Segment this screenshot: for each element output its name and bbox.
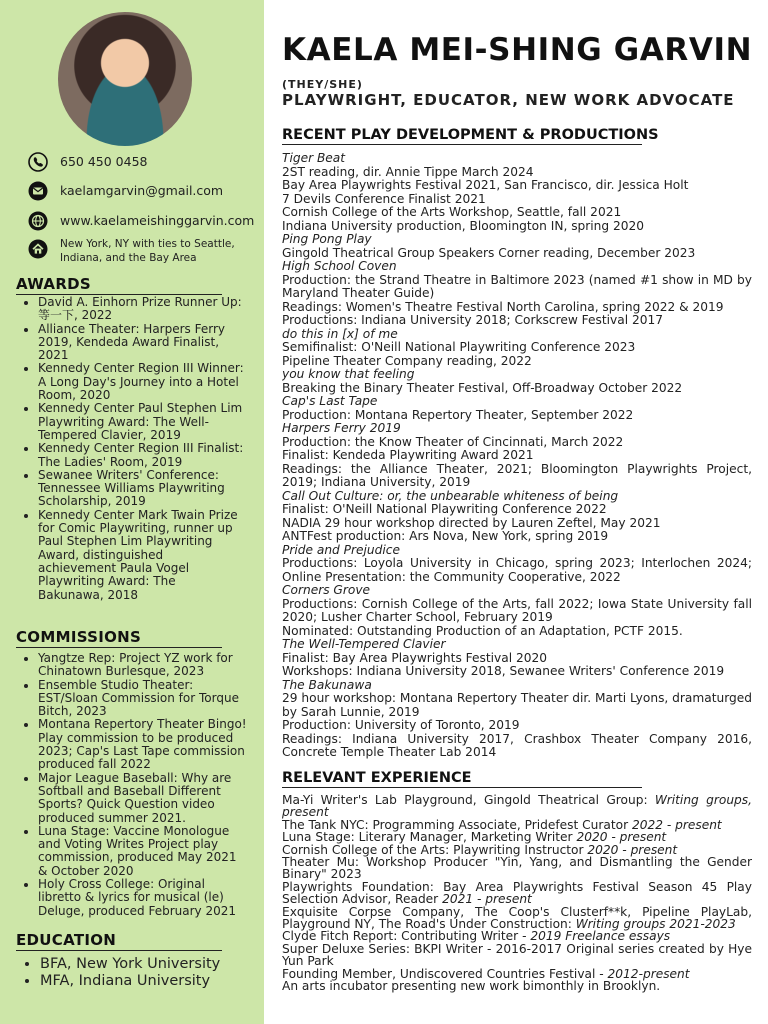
list-item: Production: the Know Theater of Cincinnati, March 2022 (282, 435, 624, 449)
experience-org: Ma-Yi Writer's Lab Playground, Gingold Theatrical Group: (282, 793, 655, 807)
experience-list (282, 794, 752, 993)
role-title: PLAYWRIGHT, EDUCATOR, NEW WORK ADVOCATE (282, 91, 735, 109)
list-item: • Ensemble Studio Theater: EST/Sloan Commission for Torque Bitch, 2023 (38, 679, 248, 719)
experience-role: Writing groups, present (282, 793, 753, 820)
list-item: Gingold Theatrical Group Speakers Corner reading, December 2023 (282, 246, 696, 260)
list-item: • Sewanee Writers' Conference: Tennessee Williams Playwriting Scholarship, 2019 (38, 469, 244, 509)
play-title: you know that feeling (282, 368, 415, 381)
list-item: Breaking the Binary Theater Festival, Off-Broadway October 2022 (282, 381, 683, 395)
list-item: Productions: Indiana University 2018; Corkscrew Festival 2017 (282, 314, 663, 327)
list-item: Readings: Women's Theatre Festival North Carolina, spring 2022 & 2019 (282, 300, 724, 314)
list-item: Production: the Strand Theatre in Baltimore 2023 (named #1 show in MD by Maryland Theater Guide) (282, 273, 752, 300)
play-title: Tiger Beat (282, 152, 346, 165)
play-title: Cap's Last Tape (282, 395, 378, 408)
experience-org: Luna Stage: Literary Manager, Marketing Writer (282, 830, 577, 845)
play-title: Harpers Ferry 2019 (282, 422, 401, 435)
list-item: Production: University of Toronto, 2019 (282, 719, 520, 732)
experience-role: 2020 - present (576, 830, 667, 845)
globe-icon (28, 211, 48, 231)
list-item: Finalist: O'Neill National Playwriting Conference 2022 (282, 503, 607, 516)
list-item: Indiana University production, Bloomington IN, spring 2020 (282, 219, 645, 233)
experience-role: 2012-present (607, 966, 690, 981)
experience-org: The Tank NYC: Programming Associate, Pridefest Curator (282, 817, 632, 832)
list-item: Semifinalist: O'Neill National Playwriting Conference 2023 (282, 341, 636, 354)
awards-list (16, 296, 244, 602)
experience-role: 2016-2017 Original series created by Hye Yun Park (282, 941, 752, 969)
experience-role: 2020 - present (587, 842, 678, 857)
email-address[interactable]: kaelamgarvin@gmail.com (60, 183, 224, 198)
list-item (282, 794, 752, 819)
experience-role: "Yin, Yang, and Dismantling the Gender Binary" 2023 (282, 855, 753, 882)
list-item: ANTFest production: Ars Nova, New York, spring 2019 (282, 530, 609, 543)
experience-role: An arts incubator presenting new work bimonthly in Brooklyn. (282, 979, 661, 994)
list-item: • David A. Einhorn Prize Runner Up: 等一下, 2022 (38, 296, 244, 323)
list-item: 7 Devils Conference Finalist 2021 (282, 192, 486, 206)
list-item: • Luna Stage: Vaccine Monologue and Voting Writes Project play commission, produced May 2021 & October 2020 (38, 825, 248, 878)
experience-heading: RELEVANT EXPERIENCE (282, 770, 642, 788)
location-text: New York, NY with ties to Seattle, Indiana, and the Bay Area (60, 238, 235, 264)
email-icon (28, 181, 48, 201)
experience-role: 2021 - present (442, 892, 532, 907)
profile-photo (58, 12, 192, 146)
sidebar (0, 0, 264, 1024)
education-list (16, 956, 260, 990)
play-title: Pride and Prejudice (282, 543, 400, 557)
commissions-list (16, 652, 248, 918)
list-item: Bay Area Playwrights Festival 2021, San Francisco, dir. Jessica Holt (282, 179, 689, 192)
list-item: • Kennedy Center Mark Twain Prize for Comic Playwriting, runner up Paul Stephen Lim Playwriting Award, distinguished achievement Paula Vogel Playwriting Award: The Bakunawa, 2018 (38, 509, 244, 602)
list-item: Production: Montana Repertory Theater, September 2022 (282, 408, 634, 422)
play-title: Ping Pong Play (282, 233, 372, 246)
experience-org: Cornish College of the Arts: Playwriting Instructor (282, 842, 588, 857)
list-item (282, 943, 752, 968)
play-title: Corners Grove (282, 584, 371, 597)
productions-list (282, 152, 752, 760)
list-item: Readings: Indiana University 2017, Crashbox Theater Company 2016, Concrete Temple Theater Lab 2014 (282, 732, 752, 759)
list-item: • Holy Cross College: Original libretto & lyrics for musical (le) Deluge, produced February 2021 (38, 878, 248, 918)
list-item: • Kennedy Center Region III Winner: A Long Day's Journey into a Hotel Room, 2020 (38, 362, 244, 402)
play-title: The Bakunawa (282, 678, 372, 692)
list-item: • Kennedy Center Paul Stephen Lim Playwriting Award: The Well-Tempered Clavier, 2019 (38, 402, 244, 442)
phone-number: 650 450 0458 (60, 154, 148, 169)
awards-heading: AWARDS (16, 275, 222, 295)
experience-org: Super Deluxe Series: BKPI Writer - (282, 941, 496, 956)
pronouns: (THEY/SHE) (282, 78, 363, 91)
list-item (282, 980, 752, 992)
list-item: Productions: Loyola University in Chicago, spring 2023; Interlochen 2024; Online Presentation: the Community Cooperative, 2022 (282, 557, 752, 584)
list-item: Readings: the Alliance Theater, 2021; Bloomington Playwrights Project, 2019; Indiana University, 2019 (282, 462, 752, 489)
list-item: Cornish College of the Arts Workshop, Seattle, fall 2021 (282, 206, 622, 219)
play-title: High School Coven (282, 260, 397, 273)
experience-org: Clyde Fitch Report: Contributing Writer - (282, 929, 531, 944)
education-heading: EDUCATION (16, 931, 222, 951)
experience-org: Exquisite Corpse Company, The Coop's Clusterf**k, Pipeline PlayLab, Playground NY, The Road's Under Construction: (282, 904, 752, 932)
list-item: 2ST reading, dir. Annie Tippe March 2024 (282, 165, 534, 179)
page-title: KAELA MEI-SHING GARVIN (282, 32, 753, 68)
list-item: Pipeline Theater Company reading, 2022 (282, 354, 532, 368)
list-item: Nominated: Outstanding Production of an Adaptation, PCTF 2015. (282, 624, 683, 638)
list-item: Productions: Cornish College of the Arts, fall 2022; Iowa State University fall 2020; Lusher Charter School, February 2019 (282, 597, 752, 624)
list-item: Workshops: Indiana University 2018, Sewanee Writers' Conference 2019 (282, 665, 725, 678)
home-icon (28, 239, 48, 259)
experience-org: Founding Member, Undiscovered Countries Festival - (282, 966, 608, 981)
phone-icon (28, 152, 48, 172)
experience-org: Playwrights Foundation: Bay Area Playwrights Festival Season 45 Play Selection Advisor, Reader (282, 879, 752, 907)
list-item: 29 hour workshop: Montana Repertory Theater dir. Marti Lyons, dramaturged by Sarah Lunnie, 2019 (282, 692, 752, 719)
productions-heading: RECENT PLAY DEVELOPMENT & PRODUCTIONS (282, 127, 659, 143)
list-item: • Major League Baseball: Why are Softball and Baseball Different Sports? Quick Question video produced summer 2021. (38, 772, 248, 825)
list-item: Finalist: Kendeda Playwriting Award 2021 (282, 449, 534, 462)
list-item: NADIA 29 hour workshop directed by Lauren Zeftel, May 2021 (282, 516, 661, 530)
experience-org: Theater Mu: Workshop Producer (282, 855, 495, 870)
list-item: Finalist: Bay Area Playwrights Festival 2020 (282, 651, 547, 665)
list-item: • Yangtze Rep: Project YZ work for Chinatown Burlesque, 2023 (38, 652, 248, 679)
list-item (282, 906, 752, 931)
website-url[interactable]: www.kaelameishinggarvin.com (60, 213, 255, 228)
list-item: • BFA, New York University (40, 956, 260, 973)
list-item: • MFA, Indiana University (40, 973, 260, 990)
play-title: Call Out Culture: or, the unbearable whiteness of being (282, 489, 619, 503)
list-item: • Montana Repertory Theater Bingo! Play commission to be produced 2023; Cap's Last Tape commission produced fall 2022 (38, 718, 248, 771)
play-title: do this in [x] of me (282, 327, 398, 341)
list-item (282, 856, 752, 881)
experience-role: Writing groups 2021-2023 (575, 917, 736, 932)
list-item (282, 881, 752, 906)
play-title: The Well-Tempered Clavier (282, 638, 446, 651)
list-item: • Alliance Theater: Harpers Ferry 2019, Kendeda Award Finalist, 2021 (38, 323, 244, 363)
experience-role: 2022 - present (631, 817, 722, 832)
experience-role: 2019 Freelance essays (530, 929, 671, 944)
commissions-heading: COMMISSIONS (16, 628, 222, 648)
list-item: • Kennedy Center Region III Finalist: The Ladies' Room, 2019 (38, 442, 244, 469)
